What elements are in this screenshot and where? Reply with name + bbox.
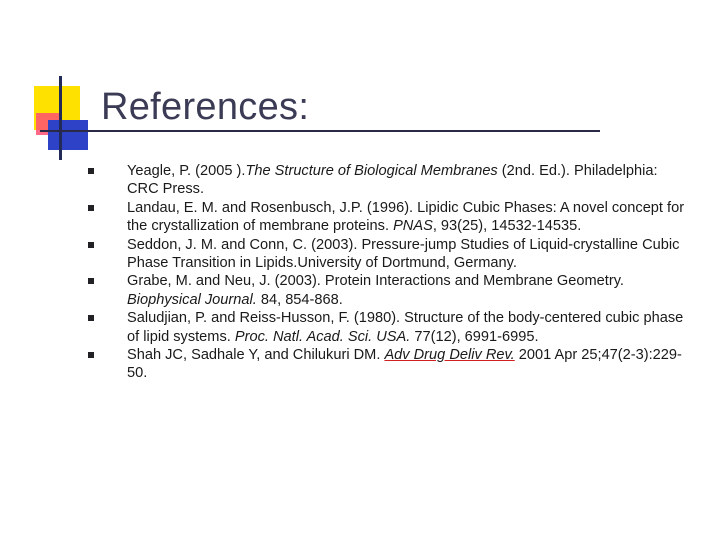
- reference-text: 2001 Apr 25;47(2-3):229-50.: [127, 347, 682, 382]
- reference-text: Grabe, M. and Neu, J. (2003). Protein Interactions and Membrane Geometry.: [127, 273, 624, 290]
- title-underline: [40, 130, 600, 132]
- reference-item-shah: [88, 346, 688, 383]
- reference-item-landau: [88, 199, 688, 236]
- reference-journal: Proc. Natl. Acad. Sci. USA.: [234, 328, 411, 345]
- reference-text: Saludjian, P. and Reiss-Husson, F. (1980). Structure of the body-centered cubic phase of lipid systems.: [127, 310, 684, 345]
- reference-item-grabe: [88, 272, 688, 309]
- reference-text: 84, 854-868.: [256, 291, 343, 308]
- reference-text: Seddon, J. M. and Conn, C. (2003). Pressure-jump Studies of Liquid-crystalline Cubic Phase Transition in Lipids.University of Dortmund, Germany.: [127, 236, 680, 272]
- bullet-icon: [88, 205, 94, 211]
- bullet-icon: [88, 278, 94, 284]
- bullet-icon: [88, 352, 94, 358]
- reference-item-saludjian: [88, 309, 688, 346]
- bullet-icon: [88, 168, 94, 174]
- reference-journal: Biophysical Journal.: [127, 291, 257, 308]
- reference-item-yeagle: [88, 162, 688, 199]
- reference-text: Landau, E. M. and Rosenbusch, J.P. (1996). Lipidic Cubic Phases: A novel concept for the crystallization of membrane proteins.: [127, 199, 685, 235]
- reference-text: (2nd. Ed.). Philadelphia: CRC Press.: [127, 163, 658, 198]
- reference-item-seddon: [88, 236, 688, 273]
- reference-text: Yeagle, P. (2005 ).: [127, 163, 246, 179]
- bullet-icon: [88, 242, 94, 248]
- reference-journal: PNAS: [393, 218, 433, 235]
- reference-text: 77(12), 6991-6995.: [410, 328, 539, 345]
- reference-book-title: The Structure of Biological Membranes: [245, 163, 498, 179]
- bullet-icon: [88, 315, 94, 321]
- references-list: [88, 162, 688, 383]
- journal-link[interactable]: Adv Drug Deliv Rev.: [384, 347, 515, 364]
- slide-title: References:: [101, 86, 310, 128]
- decor-vertical-line: [59, 76, 62, 160]
- decor-blue-square: [48, 120, 88, 150]
- reference-text: Shah JC, Sadhale Y, and Chilukuri DM.: [127, 347, 385, 364]
- reference-text: , 93(25), 14532-14535.: [432, 218, 582, 235]
